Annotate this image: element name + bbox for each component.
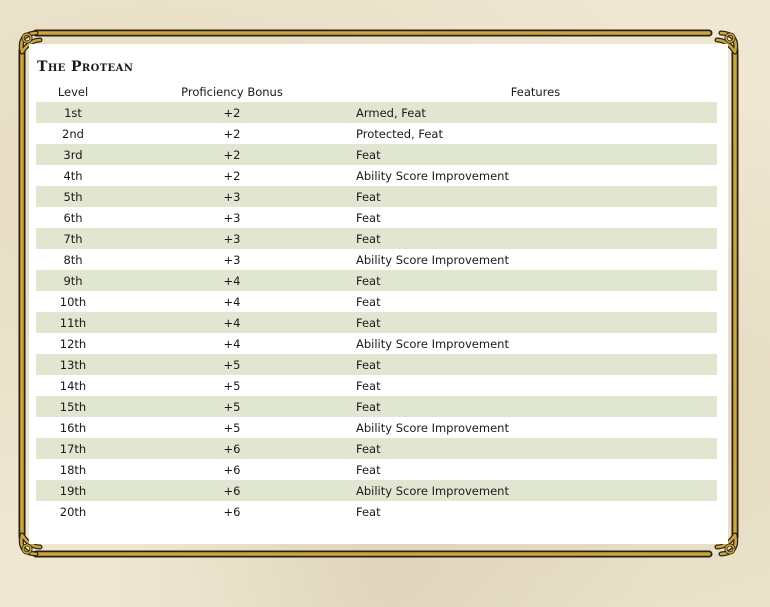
level-cell: 20th — [59, 504, 87, 519]
level-cell: 1st — [36, 102, 110, 123]
table-row — [36, 375, 717, 396]
features-cell: Feat — [356, 210, 381, 225]
proficiency-cell: +4 — [110, 312, 354, 333]
table-row — [36, 144, 717, 165]
table-row — [36, 312, 717, 333]
level-cell: 7th — [36, 228, 110, 249]
class-progression-table — [36, 81, 717, 522]
table-row — [36, 207, 717, 228]
features-cell: Ability Score Improvement — [356, 252, 509, 267]
proficiency-cell: +6 — [110, 480, 354, 501]
proficiency-cell: +5 — [110, 354, 354, 375]
level-cell: 4th — [63, 168, 83, 183]
level-cell: 5th — [36, 186, 110, 207]
proficiency-cell: +6 — [223, 462, 241, 477]
level-cell: 13th — [36, 354, 110, 375]
proficiency-cell: +4 — [223, 294, 241, 309]
table-row — [36, 459, 717, 480]
features-cell: Feat — [354, 354, 717, 375]
level-cell: 9th — [36, 270, 110, 291]
proficiency-cell: +3 — [110, 228, 354, 249]
proficiency-cell: +6 — [223, 504, 241, 519]
proficiency-cell: +5 — [110, 396, 354, 417]
header-level: Level — [57, 84, 89, 99]
features-cell: Feat — [356, 378, 381, 393]
table-row — [36, 249, 717, 270]
table-row — [36, 480, 717, 501]
features-cell: Feat — [356, 462, 381, 477]
table-row — [36, 417, 717, 438]
table-row — [36, 270, 717, 291]
features-cell: Ability Score Improvement — [356, 336, 509, 351]
proficiency-cell: +5 — [223, 420, 241, 435]
features-cell: Feat — [354, 144, 717, 165]
header-proficiency-bonus: Proficiency Bonus — [181, 84, 283, 99]
table-row — [36, 102, 717, 123]
proficiency-cell: +4 — [223, 336, 241, 351]
level-cell: 6th — [63, 210, 83, 225]
features-cell: Feat — [354, 438, 717, 459]
table-row — [36, 186, 717, 207]
features-cell: Ability Score Improvement — [356, 168, 509, 183]
level-cell: 14th — [59, 378, 87, 393]
features-cell: Feat — [356, 504, 381, 519]
level-cell: 15th — [36, 396, 110, 417]
features-cell: Feat — [354, 396, 717, 417]
level-cell: 16th — [59, 420, 87, 435]
features-cell: Feat — [356, 294, 381, 309]
table-title: The Protean — [37, 59, 134, 75]
level-cell: 17th — [36, 438, 110, 459]
features-cell: Ability Score Improvement — [356, 420, 509, 435]
level-cell: 2nd — [62, 126, 84, 141]
table-row — [36, 333, 717, 354]
table-card — [29, 44, 728, 544]
level-cell: 12th — [59, 336, 87, 351]
proficiency-cell: +2 — [110, 102, 354, 123]
table-row — [36, 291, 717, 312]
proficiency-cell: +5 — [223, 378, 241, 393]
features-cell: Feat — [354, 186, 717, 207]
level-cell: 8th — [63, 252, 83, 267]
table-row — [36, 165, 717, 186]
table-header-row — [36, 81, 717, 102]
level-cell: 18th — [59, 462, 87, 477]
level-cell: 10th — [59, 294, 87, 309]
features-cell: Feat — [354, 312, 717, 333]
proficiency-cell: +2 — [223, 168, 241, 183]
table-row — [36, 123, 717, 144]
table-row — [36, 438, 717, 459]
table-row — [36, 396, 717, 417]
proficiency-cell: +3 — [110, 186, 354, 207]
features-cell: Feat — [354, 228, 717, 249]
proficiency-cell: +2 — [223, 126, 241, 141]
proficiency-cell: +3 — [223, 252, 241, 267]
level-cell: 3rd — [36, 144, 110, 165]
features-cell: Ability Score Improvement — [354, 480, 717, 501]
features-cell: Feat — [354, 270, 717, 291]
table-row — [36, 228, 717, 249]
table-row — [36, 354, 717, 375]
proficiency-cell: +6 — [110, 438, 354, 459]
level-cell: 11th — [36, 312, 110, 333]
features-cell: Armed, Feat — [354, 102, 717, 123]
features-cell: Protected, Feat — [356, 126, 443, 141]
proficiency-cell: +2 — [110, 144, 354, 165]
proficiency-cell: +3 — [223, 210, 241, 225]
level-cell: 19th — [36, 480, 110, 501]
header-features: Features — [510, 84, 561, 99]
table-row — [36, 501, 717, 522]
proficiency-cell: +4 — [110, 270, 354, 291]
